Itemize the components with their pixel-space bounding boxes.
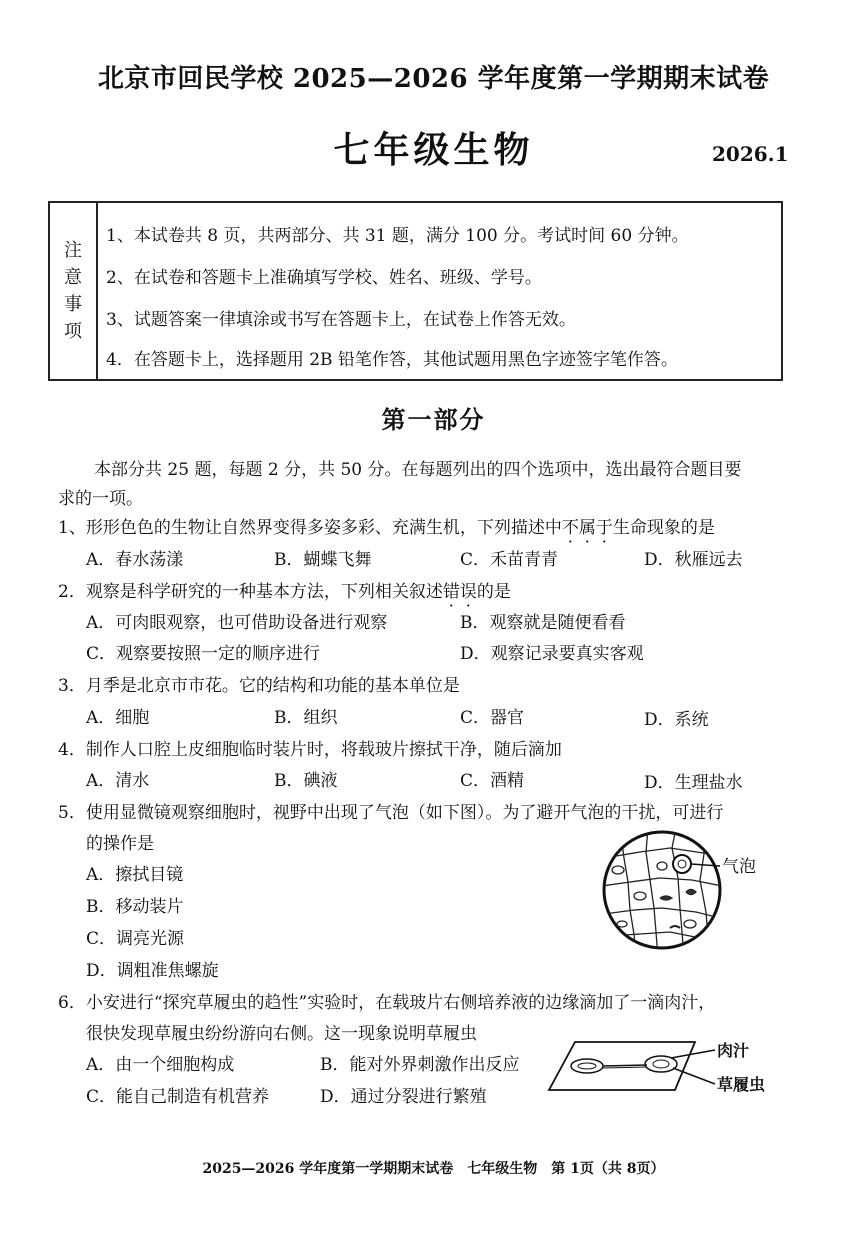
option-c: C．观察要按照一定的顺序进行 xyxy=(86,644,321,664)
option-d: D．观察记录要真实客观 xyxy=(460,644,644,664)
option-d: D．调粗准焦螺旋 xyxy=(86,961,219,981)
option-a: A．清水 xyxy=(86,771,150,791)
microscope-field-figure xyxy=(600,828,770,958)
option-c: C．酒精 xyxy=(460,771,525,791)
option-c: C．能自己制造有机营养 xyxy=(86,1087,270,1107)
option-d: D．系统 xyxy=(644,710,709,730)
exam-title: 北京市回民学校 2025—2026 学年度第一学期期末试卷 xyxy=(97,64,770,94)
option-a: A．擦拭目镜 xyxy=(86,865,184,885)
option-a: A．春水荡漾 xyxy=(86,550,184,570)
question-5-stem: 5．使用显微镜观察细胞时，视野中出现了气泡（如下图）。为了避开气泡的干扰，可进行 xyxy=(58,803,724,823)
subject-title: 七年级生物 xyxy=(333,129,534,171)
option-b: B．观察就是随便看看 xyxy=(460,613,626,633)
option-a: A．可肉眼观察，也可借助设备进行观察 xyxy=(86,613,388,633)
option-d: D．通过分裂进行繁殖 xyxy=(320,1087,487,1107)
option-c: C．禾苗青青 xyxy=(460,550,559,570)
page-footer: 2025—2026 学年度第一学期期末试卷 七年级生物 第 1页（共 8页） xyxy=(202,1161,665,1177)
option-a: A．细胞 xyxy=(86,708,150,728)
question-2-stem: 2．观察是科学研究的一种基本方法，下列相关叙述错误的是 xyxy=(58,582,511,602)
option-b: B．蝴蝶飞舞 xyxy=(274,550,372,570)
figure-label-paramecium: 草履虫 xyxy=(717,1075,766,1094)
part-intro-cont: 求的一项。 xyxy=(58,489,143,509)
option-a: A．由一个细胞构成 xyxy=(86,1055,235,1075)
option-b: B．移动装片 xyxy=(86,897,184,917)
notice-box xyxy=(48,201,783,381)
option-d: D．秋雁远去 xyxy=(644,550,743,570)
notice-item: 4．在答题卡上，选择题用 2B 铅笔作答，其他试题用黑色字迹签字笔作答。 xyxy=(106,350,678,370)
notice-item: 1、本试卷共 8 页，共两部分、共 31 题，满分 100 分。考试时间 60 分钟。 xyxy=(106,226,689,246)
emphasis-text: 错误 xyxy=(442,582,477,602)
option-c: C．器官 xyxy=(460,708,525,728)
option-c: C．调亮光源 xyxy=(86,929,185,949)
notice-label-char: 注 xyxy=(64,240,82,261)
emphasis-text: 不属于 xyxy=(561,518,613,538)
option-b: B．组织 xyxy=(274,708,338,728)
option-b: B．碘液 xyxy=(274,771,338,791)
part-title: 第一部分 xyxy=(381,405,486,434)
question-1-stem: 1、形形色色的生物让自然界变得多姿多彩、充满生机，下列描述中不属于生命现象的是 xyxy=(58,518,715,538)
option-b: B．能对外界刺激作出反应 xyxy=(320,1055,520,1075)
notice-label-char: 意 xyxy=(64,267,82,288)
notice-item: 2、在试卷和答题卡上准确填写学校、姓名、班级、学号。 xyxy=(106,268,542,288)
paramecium-slide-figure xyxy=(545,1036,795,1102)
notice-label xyxy=(50,203,98,379)
option-d: D．生理盐水 xyxy=(644,773,743,793)
question-5-stem-cont: 的操作是 xyxy=(86,834,154,854)
notice-label-char: 项 xyxy=(64,321,82,342)
notice-item: 3、试题答案一律填涂或书写在答题卡上，在试卷上作答无效。 xyxy=(106,310,576,330)
figure-label-bubble: 气泡 xyxy=(722,857,756,877)
question-6-stem-cont: 很快发现草履虫纷纷游向右侧。这一现象说明草履虫 xyxy=(86,1024,477,1044)
part-intro: 本部分共 25 题，每题 2 分，共 50 分。在每题列出的四个选项中，选出最符合题目要 xyxy=(94,460,742,480)
notice-label-char: 事 xyxy=(64,294,82,315)
question-6-stem: 6．小安进行“探究草履虫的趋性”实验时，在载玻片右侧培养液的边缘滴加了一滴肉汁， xyxy=(58,993,716,1013)
question-3-stem: 3．月季是北京市市花。它的结构和功能的基本单位是 xyxy=(58,676,460,696)
question-4-stem: 4．制作人口腔上皮细胞临时装片时，将载玻片擦拭干净，随后滴加 xyxy=(58,740,562,760)
exam-date: 2026.1 xyxy=(712,142,789,166)
figure-label-broth: 肉汁 xyxy=(717,1041,750,1060)
